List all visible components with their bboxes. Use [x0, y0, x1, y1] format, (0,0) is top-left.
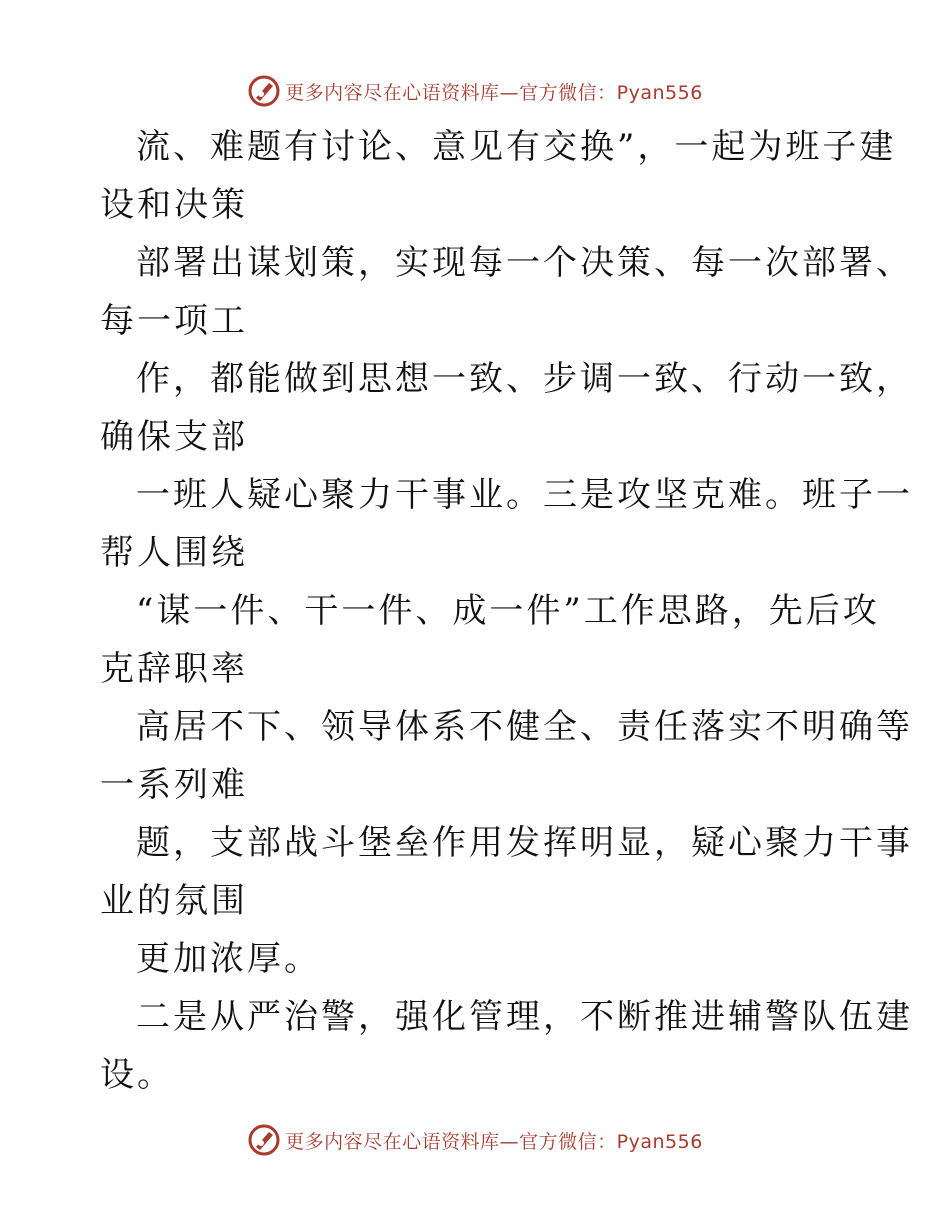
body-line: 高居不下、领导体系不健全、责任落实不明确等: [136, 707, 913, 747]
body-line: 更加浓厚。: [136, 939, 321, 979]
body-line: “谋一件、干一件、成一件”工作思路，先后攻: [136, 591, 880, 631]
header-banner: [0, 71, 950, 111]
body-line: 确保支部: [100, 417, 248, 457]
body-line: 二是从严治警，强化管理，不断推进辅警队伍建: [136, 997, 913, 1037]
body-line: 一班人疑心聚力干事业。三是攻坚克难。班子一: [136, 475, 913, 515]
body-line: 业的氛围: [100, 881, 248, 921]
pen-seal-logo-icon: [247, 1123, 281, 1157]
footer-banner-text: 更多内容尽在心语资料库—官方微信：Pyan556: [285, 1130, 703, 1153]
pen-seal-logo-icon: [247, 74, 281, 108]
body-line: 每一项工: [100, 301, 248, 341]
body-line: 设和决策: [100, 185, 248, 225]
footer-banner: [0, 1120, 950, 1160]
body-line: 一系列难: [100, 765, 248, 805]
body-line: 部署出谋划策，实现每一个决策、每一次部署、: [136, 243, 913, 283]
body-line: 克辞职率: [100, 649, 248, 689]
body-line: 设。: [100, 1055, 174, 1095]
document-body: [100, 118, 913, 1104]
body-line: 流、难题有讨论、意见有交换”，一起为班子建: [136, 127, 897, 167]
header-banner-text: 更多内容尽在心语资料库—官方微信：Pyan556: [285, 81, 703, 104]
body-line: 作，都能做到思想一致、步调一致、行动一致，: [136, 359, 913, 399]
body-line: 题，支部战斗堡垒作用发挥明显，疑心聚力干事: [136, 823, 913, 863]
body-line: 帮人围绕: [100, 533, 248, 573]
